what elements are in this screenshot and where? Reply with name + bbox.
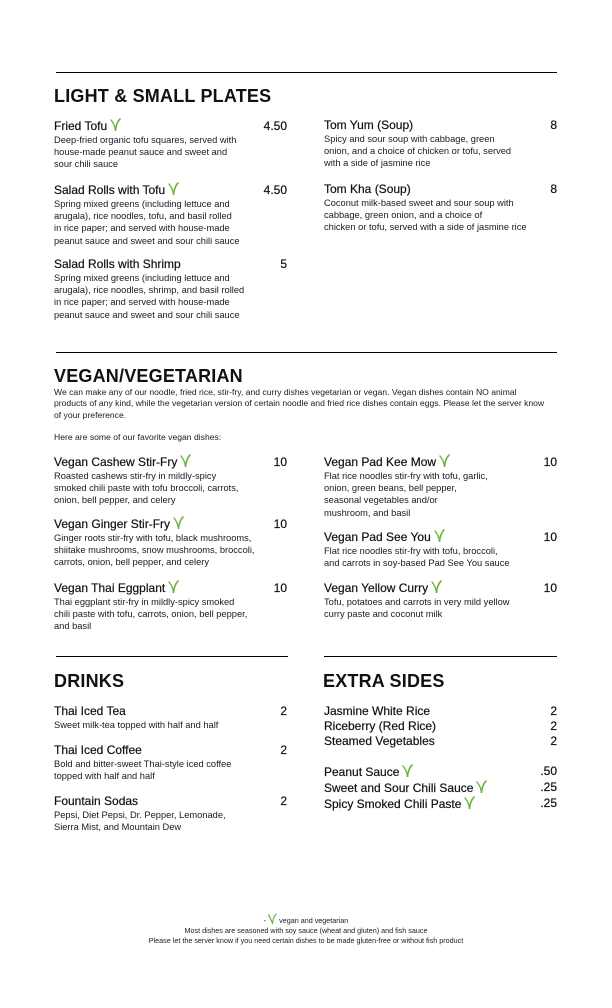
menu-item-name bbox=[54, 743, 142, 757]
description-line: mushroom, and basil bbox=[324, 507, 411, 518]
menu-item-name bbox=[54, 516, 184, 531]
menu-item-name bbox=[324, 529, 445, 544]
menu-item-description bbox=[324, 197, 557, 234]
description-line: Flat rice noodles stir-fry with tofu, broccoli, bbox=[324, 546, 498, 556]
menu-item-price: 4.50 bbox=[263, 183, 287, 197]
menu-item-salad-rolls-with-tofu bbox=[54, 182, 287, 247]
menu-item-description bbox=[54, 272, 287, 321]
description-line: Spicy and sour soup with cabbage, green bbox=[324, 134, 495, 144]
menu-item-thai-iced-coffee bbox=[54, 743, 287, 782]
side-item-price: 2 bbox=[550, 719, 557, 733]
menu-item-name bbox=[54, 704, 126, 718]
side-item-sweet-and-sour-chili-sauce bbox=[324, 780, 557, 796]
description-line: and basil bbox=[54, 621, 92, 632]
leaf-icon bbox=[431, 580, 442, 593]
side-item-name-text: Steamed Vegetables bbox=[324, 734, 435, 748]
menu-item-header bbox=[54, 118, 287, 133]
side-item-price: .50 bbox=[540, 764, 557, 778]
side-item-name bbox=[324, 719, 436, 734]
menu-item-description bbox=[54, 809, 287, 833]
side-item-price: 2 bbox=[550, 734, 557, 748]
section-divider bbox=[56, 72, 557, 73]
description-line: cabbage, green onion, and a choice of bbox=[324, 210, 483, 221]
menu-item-tom-yum-soup bbox=[324, 118, 557, 170]
side-item-name-text: Sweet and Sour Chili Sauce bbox=[324, 781, 474, 795]
menu-item-name-text: Thai Iced Coffee bbox=[54, 743, 142, 757]
menu-item-description bbox=[54, 758, 287, 782]
menu-item-price: 5 bbox=[280, 257, 287, 271]
side-item-name bbox=[324, 704, 430, 719]
side-item-name-text: Peanut Sauce bbox=[324, 765, 400, 779]
menu-item-price: 2 bbox=[280, 794, 287, 808]
menu-item-header bbox=[54, 704, 287, 718]
menu-item-name bbox=[54, 794, 138, 808]
menu-item-name-text: Vegan Pad Kee Mow bbox=[324, 455, 437, 469]
menu-item-header bbox=[54, 580, 287, 595]
menu-item-header bbox=[54, 794, 287, 808]
side-item-name bbox=[324, 780, 487, 796]
menu-item-description bbox=[54, 719, 287, 731]
menu-item-vegan-cashew-stir-fry bbox=[54, 454, 287, 507]
side-item-name-text: Jasmine White Rice bbox=[324, 704, 431, 718]
menu-item-name-text: Salad Rolls with Tofu bbox=[54, 183, 166, 197]
menu-item-header bbox=[324, 580, 557, 595]
menu-item-price: 10 bbox=[543, 455, 557, 469]
description-line: Thai eggplant stir-fry in mildly-spicy smoked bbox=[54, 597, 235, 607]
leaf-icon bbox=[168, 580, 179, 593]
leaf-icon bbox=[464, 796, 475, 809]
section-divider bbox=[56, 656, 288, 657]
menu-item-name-text: Vegan Cashew Stir-Fry bbox=[54, 455, 178, 469]
leaf-icon bbox=[173, 516, 184, 529]
menu-item-description bbox=[324, 470, 557, 519]
description-line: Coconut milk-based sweet and sour soup with bbox=[324, 198, 514, 208]
menu-item-vegan-pad-kee-mow bbox=[324, 454, 557, 519]
menu-item-name bbox=[324, 580, 442, 595]
menu-item-header bbox=[324, 182, 557, 196]
description-line: chili paste with tofu, carrots, onion, bell pepper, bbox=[54, 609, 248, 620]
description-line: in rice paper; and served with house-made bbox=[54, 223, 230, 234]
description-line: peanut sauce and sweet and sour chili sauce bbox=[54, 235, 240, 246]
menu-item-name bbox=[54, 182, 179, 197]
description-line: Spring mixed greens (including lettuce and bbox=[54, 199, 230, 209]
description-line: with a side of jasmine rice bbox=[324, 158, 431, 169]
description-line: Sweet milk-tea topped with half and half bbox=[54, 720, 219, 730]
menu-item-description bbox=[54, 596, 287, 633]
menu-item-description bbox=[54, 470, 287, 507]
side-item-name-text: Riceberry (Red Rice) bbox=[324, 719, 437, 733]
menu-item-name bbox=[54, 257, 181, 271]
description-line: peanut sauce and sweet and sour chili sauce bbox=[54, 309, 240, 320]
menu-item-name-text: Vegan Ginger Stir-Fry bbox=[54, 517, 171, 531]
menu-item-price: 2 bbox=[280, 704, 287, 718]
leaf-icon bbox=[476, 780, 487, 793]
description-line: smoked chili paste with tofu broccoli, carrots, bbox=[54, 483, 239, 494]
menu-item-header bbox=[54, 182, 287, 197]
section-title-light-plates: LIGHT & SMALL PLATES bbox=[54, 86, 272, 106]
menu-item-description bbox=[54, 134, 287, 171]
menu-item-name bbox=[54, 580, 179, 595]
side-item-jasmine-white-rice bbox=[324, 704, 557, 719]
description-line: onion, bell pepper, and celery bbox=[54, 495, 176, 506]
menu-item-name-text: Thai Iced Tea bbox=[54, 704, 126, 718]
menu-item-description bbox=[324, 545, 557, 569]
side-item-spicy-smoked-chili-paste bbox=[324, 796, 557, 812]
section-title-vegan: VEGAN/VEGETARIAN bbox=[54, 366, 243, 386]
section-title-drinks: DRINKS bbox=[54, 671, 125, 691]
vegan-legend: - vegan and vegetarian bbox=[56, 913, 556, 926]
description-line: arugala), rice noodles, shrimp, and basil rolled bbox=[54, 285, 245, 296]
menu-item-header bbox=[54, 454, 287, 469]
menu-item-name-text: Vegan Pad See You bbox=[324, 530, 431, 544]
menu-item-vegan-pad-see-you bbox=[324, 529, 557, 569]
menu-item-tom-kha-soup bbox=[324, 182, 557, 234]
extra-sides-rice-group bbox=[324, 704, 557, 749]
vegan-favorites-note: Here are some of our favorite vegan dishes: bbox=[54, 432, 222, 442]
side-item-peanut-sauce bbox=[324, 764, 557, 780]
description-line: shiitake mushrooms, snow mushrooms, broccoli, bbox=[54, 545, 255, 556]
menu-item-name bbox=[54, 454, 191, 469]
menu-item-vegan-ginger-stir-fry bbox=[54, 516, 287, 569]
side-item-name-text: Spicy Smoked Chili Paste bbox=[324, 797, 462, 811]
menu-item-fried-tofu bbox=[54, 118, 287, 171]
description-line: seasonal vegetables and/or bbox=[324, 495, 438, 506]
description-line: Bold and bitter-sweet Thai-style iced coffee bbox=[54, 759, 232, 769]
description-line: in rice paper; and served with house-made bbox=[54, 297, 230, 308]
description-line: topped with half and half bbox=[54, 771, 155, 782]
description-line: house-made peanut sauce and sweet and bbox=[54, 147, 228, 158]
menu-item-name-text: Salad Rolls with Shrimp bbox=[54, 257, 181, 271]
menu-item-name-text: Vegan Thai Eggplant bbox=[54, 581, 166, 595]
menu-item-name-text: Vegan Yellow Curry bbox=[324, 581, 429, 595]
leaf-icon bbox=[439, 454, 450, 467]
leaf-icon bbox=[110, 118, 121, 131]
menu-item-name-text: Tom Kha (Soup) bbox=[324, 182, 411, 196]
menu-item-price: 8 bbox=[550, 118, 557, 132]
menu-item-price: 10 bbox=[273, 517, 287, 531]
menu-item-header bbox=[324, 454, 557, 469]
menu-item-header bbox=[54, 743, 287, 757]
leaf-icon bbox=[402, 764, 413, 777]
menu-footer bbox=[56, 913, 556, 947]
description-line: Tofu, potatoes and carrots in very mild yellow bbox=[324, 597, 510, 607]
menu-item-description bbox=[54, 198, 287, 247]
side-item-price: .25 bbox=[540, 780, 557, 794]
menu-item-name-text: Fountain Sodas bbox=[54, 794, 139, 808]
leaf-icon bbox=[168, 182, 179, 195]
menu-item-fountain-sodas bbox=[54, 794, 287, 833]
description-line: carrots, onion, bell pepper, and celery bbox=[54, 557, 210, 568]
menu-item-header bbox=[54, 257, 287, 271]
description-line: Flat rice noodles stir-fry with tofu, garlic, bbox=[324, 471, 488, 481]
menu-item-header bbox=[54, 516, 287, 531]
description-line: Ginger roots stir-fry with tofu, black mushrooms, bbox=[54, 533, 252, 543]
description-line: Pepsi, Diet Pepsi, Dr. Pepper, Lemonade, bbox=[54, 810, 226, 820]
description-line: Spring mixed greens (including lettuce and bbox=[54, 273, 230, 283]
footer-note-soy: Most dishes are seasoned with soy sauce (wheat and gluten) and fish sauce bbox=[184, 926, 428, 936]
extra-sides-sauce-group bbox=[324, 764, 557, 812]
side-item-price: 2 bbox=[550, 704, 557, 718]
description-line: Sierra Mist, and Mountain Dew bbox=[54, 822, 182, 833]
menu-item-name-text: Fried Tofu bbox=[54, 119, 108, 133]
menu-item-price: 4.50 bbox=[263, 119, 287, 133]
menu-item-price: 2 bbox=[280, 743, 287, 757]
description-line: and carrots in soy-based Pad See You sauce bbox=[324, 558, 510, 569]
menu-item-price: 10 bbox=[543, 581, 557, 595]
description-line: onion, and a choice of chicken or tofu, served bbox=[324, 146, 512, 157]
leaf-icon bbox=[268, 913, 277, 924]
section-divider bbox=[324, 656, 557, 657]
menu-item-name bbox=[324, 182, 411, 196]
description-line: curry paste and coconut milk bbox=[324, 609, 443, 620]
menu-item-name bbox=[324, 118, 413, 132]
menu-item-vegan-yellow-curry bbox=[324, 580, 557, 620]
menu-item-description bbox=[324, 596, 557, 620]
side-item-name bbox=[324, 764, 413, 780]
menu-item-vegan-thai-eggplant bbox=[54, 580, 287, 633]
section-divider bbox=[56, 352, 557, 353]
menu-item-salad-rolls-with-shrimp bbox=[54, 257, 287, 321]
side-item-name bbox=[324, 734, 435, 749]
side-item-price: .25 bbox=[540, 796, 557, 810]
description-line: sour chili sauce bbox=[54, 159, 119, 170]
description-line: Roasted cashews stir-fry in mildly-spicy bbox=[54, 471, 217, 481]
menu-item-thai-iced-tea bbox=[54, 704, 287, 731]
side-item-riceberry-red-rice bbox=[324, 719, 557, 734]
side-item-steamed-vegetables bbox=[324, 734, 557, 749]
description-line: onion, green beans, bell pepper, bbox=[324, 483, 457, 494]
menu-item-price: 10 bbox=[273, 581, 287, 595]
section-title-extra-sides: EXTRA SIDES bbox=[323, 671, 445, 691]
leaf-icon bbox=[434, 529, 445, 542]
side-item-name bbox=[324, 796, 475, 812]
vegan-intro: We can make any of our noodle, fried rice, stir-fry, and curry dishes vegetarian or vegan. Vegan dishes contain NO animal products of any kind, while the vegetarian version of certain noodle and fried rice dishes contain eggs. Please let the server know of your preference. bbox=[54, 387, 545, 420]
menu-item-header bbox=[324, 118, 557, 132]
menu-item-header bbox=[324, 529, 557, 544]
description-line: chicken or tofu, served with a side of jasmine rice bbox=[324, 222, 527, 233]
menu-item-price: 10 bbox=[543, 530, 557, 544]
menu-item-name bbox=[54, 118, 121, 133]
menu-item-name bbox=[324, 454, 450, 469]
menu-item-description bbox=[54, 532, 287, 569]
footer-note-gluten: Please let the server know if you need certain dishes to be made gluten-free or without fish product bbox=[148, 936, 464, 946]
description-line: Deep-fried organic tofu squares, served with bbox=[54, 135, 237, 145]
leaf-icon bbox=[180, 454, 191, 467]
menu-item-price: 8 bbox=[550, 182, 557, 196]
description-line: arugala), rice noodles, tofu, and basil rolled bbox=[54, 211, 232, 222]
menu-item-description bbox=[324, 133, 557, 170]
menu-item-name-text: Tom Yum (Soup) bbox=[324, 118, 414, 132]
menu-item-price: 10 bbox=[273, 455, 287, 469]
